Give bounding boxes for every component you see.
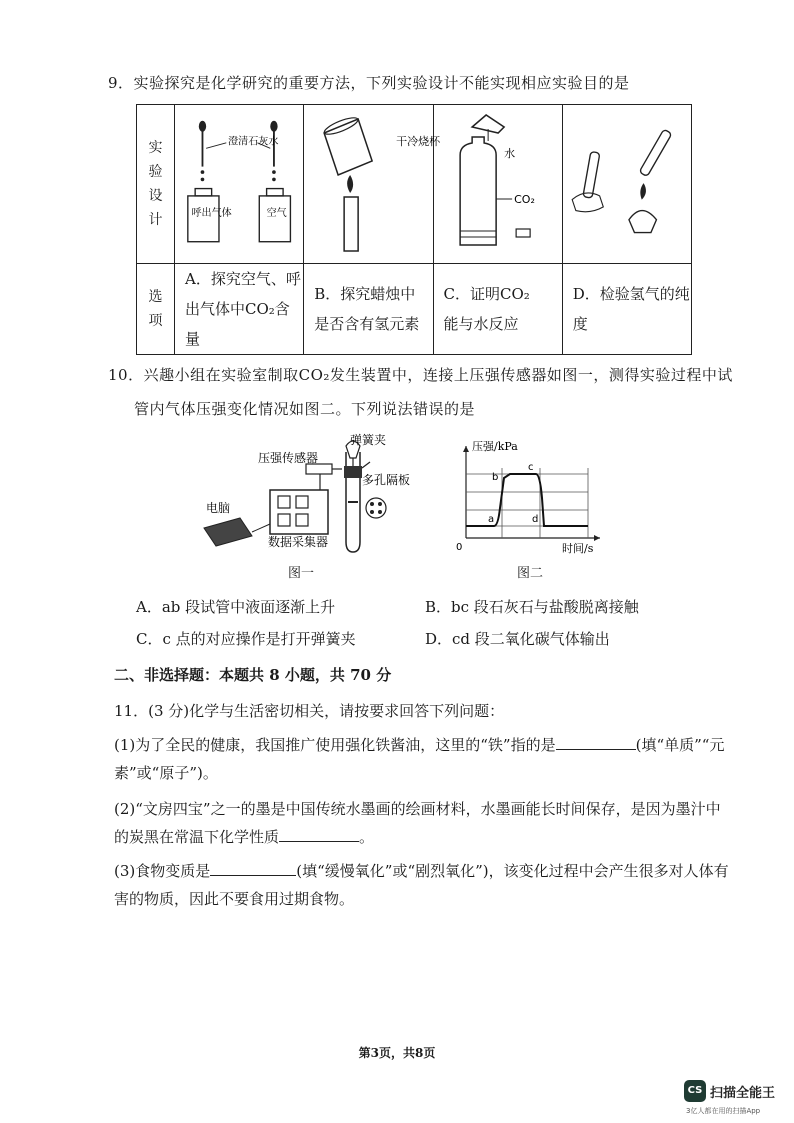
question-11-part1-line1 [114, 734, 724, 755]
figure-1-apparatus [200, 432, 430, 562]
row-head-char: 设 [148, 188, 163, 204]
answer-blank-2[interactable] [279, 827, 359, 842]
row-head-design [137, 105, 175, 264]
option-d-line1: D．检验氢气的纯度 [572, 285, 690, 333]
water-label: 水 [503, 147, 515, 160]
bottle-exhaled-label: 呼出气体 [191, 208, 232, 220]
question-11-part3-line2: 害的物质，因此不要食用过期食物。 [114, 890, 355, 908]
bottle-air-label: 空气 [266, 208, 287, 220]
sensor-label: 压强传感器 [258, 451, 319, 465]
answer-blank-1[interactable] [556, 735, 636, 750]
option-a-line1: A．探究空气、呼 [185, 270, 301, 288]
choice-a: A．ab 段试管中液面逐渐上升 [136, 598, 336, 616]
figure-1-caption: 图一 [288, 566, 315, 581]
part2-suffix: 。 [359, 828, 375, 846]
row-head-option [137, 264, 175, 355]
part2-prefix: 的炭黑在常温下化学性质 [114, 828, 280, 846]
reagent-label: 澄清石灰水 [228, 136, 279, 148]
figure-2-pressure-graph [450, 438, 610, 562]
x-axis-label: 时间/s [562, 542, 594, 555]
scanner-logo-icon: CS [684, 1080, 706, 1102]
plate-label: 多孔隔板 [362, 473, 411, 487]
point-a: a [488, 514, 495, 525]
choice-d: D．cd 段二氧化碳气体输出 [425, 630, 610, 648]
option-c-line1: C．证明CO₂ [443, 285, 530, 303]
row-head-char: 选 [148, 289, 163, 305]
scanner-name: 扫描全能王 [710, 1086, 776, 1101]
page-footer: 第3页，共8页 [358, 1046, 436, 1060]
question-11-part1-line2: 素”或“原子”)。 [114, 764, 218, 782]
beaker-label-text: 干冷烧杯 [396, 135, 441, 148]
design-c-drawing [434, 105, 562, 263]
part3-prefix: (3)食物变质是 [114, 862, 211, 880]
question-11-intro: 11．(3 分)化学与生活密切相关，请按要求回答下列问题： [114, 702, 505, 720]
question-10-line1: 10．兴趣小组在实验室制取CO₂发生装置中，连接上压强传感器如图一，测得实验过程中试 [108, 366, 733, 384]
spring-clip-label: 弹簧夹 [350, 433, 387, 447]
design-a-cell [175, 105, 304, 264]
point-b: b [492, 472, 499, 483]
design-c-cell [433, 105, 562, 264]
question-11-part2-line1: (2)“文房四宝”之一的墨是中国传统水墨画的绘画材料，水墨画能长时间保存，是因为墨汁中 [114, 800, 721, 818]
row-head-char: 计 [148, 212, 163, 228]
choice-b: B．bc 段石灰石与盐酸脱离接触 [425, 598, 639, 616]
design-d-drawing [563, 105, 691, 263]
question-10-line2: 管内气体压强变化情况如图二。下列说法错误的是 [134, 400, 476, 418]
option-a-cell [175, 264, 304, 355]
option-b-line2: 是否含有氢元素 [314, 315, 420, 333]
option-c-cell [433, 264, 562, 355]
option-b-cell [304, 264, 433, 355]
option-c-line2: 能与水反应 [443, 315, 519, 333]
choice-c: C．c 点的对应操作是打开弹簧夹 [136, 630, 356, 648]
design-d-cell [562, 105, 691, 264]
option-d-cell [562, 264, 691, 355]
section-2-heading: 二、非选择题：本题共 8 小题，共 70 分 [114, 666, 392, 684]
origin-label: 0 [456, 542, 463, 553]
part3-suffix: (填“缓慢氧化”或“剧烈氧化”)，该变化过程中会产生很多对人体有 [296, 862, 729, 880]
point-c: c [528, 462, 534, 473]
question-11-part3-line1 [114, 860, 729, 881]
y-axis-label: 压强/kPa [472, 440, 518, 453]
point-d: d [532, 514, 539, 525]
option-b-line1: B．探究蜡烛中 [314, 285, 416, 303]
part1-suffix: (填“单质”“元 [635, 736, 725, 754]
scanner-slogan: 3亿人都在用的扫描App [686, 1107, 761, 1115]
row-head-char: 实 [148, 140, 163, 156]
design-a-drawing [175, 105, 303, 263]
answer-blank-3[interactable] [210, 861, 296, 876]
design-b-drawing [304, 105, 441, 263]
question-11-part2-line2 [114, 826, 374, 847]
computer-label: 电脑 [206, 501, 231, 515]
row-head-char: 项 [148, 313, 163, 329]
figure-2-caption: 图二 [517, 566, 544, 581]
option-a-line2: 出气体中CO₂含量 [185, 300, 290, 348]
scanner-watermark [684, 1080, 788, 1116]
row-head-char: 验 [148, 164, 163, 180]
part1-prefix: (1)为了全民的健康，我国推广使用强化铁酱油，这里的“铁”指的是 [114, 736, 556, 754]
question-9-title: 9．实验探究是化学研究的重要方法，下列实验设计不能实现相应实验目的是 [108, 74, 630, 92]
design-b-cell [304, 105, 441, 264]
experiment-table [136, 104, 692, 355]
gas-label: CO₂ [513, 193, 535, 206]
collector-label: 数据采集器 [268, 535, 329, 549]
